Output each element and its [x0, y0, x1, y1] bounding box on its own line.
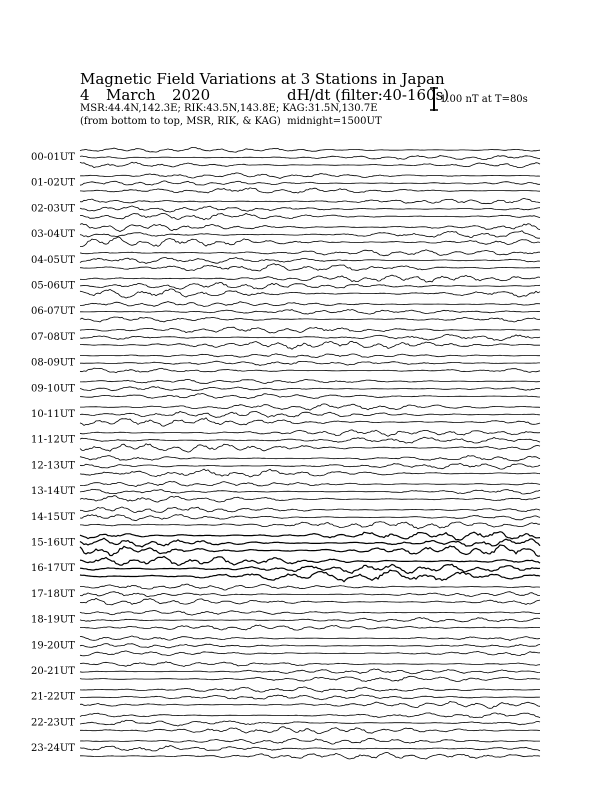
trace-msr: [80, 213, 540, 219]
chart-title: Magnetic Field Variations at 3 Stations in Japan: [80, 70, 445, 88]
trace-msr: [80, 418, 540, 426]
trace-kag: [80, 507, 540, 513]
hour-row-label: 05-06UT: [31, 280, 75, 292]
trace-kag: [80, 147, 540, 152]
trace-rik: [80, 361, 540, 365]
hour-row-label: 03-04UT: [31, 229, 75, 241]
trace-kag: [80, 198, 540, 203]
scale-label: 1.00 nT at T=80s: [440, 94, 528, 105]
date-day: 4: [80, 86, 90, 104]
trace-kag: [80, 532, 540, 540]
trace-kag: [80, 611, 540, 616]
trace-msr: [80, 598, 540, 604]
trace-kag: [80, 224, 540, 232]
trace-msr: [80, 188, 540, 193]
trace-rik: [80, 411, 540, 417]
trace-msr: [80, 444, 540, 452]
trace-kag: [80, 302, 540, 307]
hour-row-label: 06-07UT: [31, 306, 75, 318]
hour-row-label: 18-19UT: [31, 614, 75, 626]
trace-kag: [80, 404, 540, 410]
trace-rik: [80, 206, 540, 212]
station-coordinates: MSR:44.4N,142.3E; RIK:43.5N,143.8E; KAG:31.5N,130.7E: [80, 103, 378, 114]
hour-row-label: 21-22UT: [31, 691, 75, 703]
trace-msr: [80, 625, 540, 630]
trace-msr: [80, 341, 540, 349]
trace-kag: [80, 430, 540, 437]
trace-rik: [80, 538, 540, 547]
trace-msr: [80, 651, 540, 656]
trace-kag: [80, 738, 540, 744]
trace-msr: [80, 727, 540, 734]
trace-msr: [80, 702, 540, 709]
midnight-note: midnight=1500UT: [287, 116, 382, 127]
trace-msr: [80, 522, 540, 529]
hour-row-label: 17-18UT: [31, 588, 75, 600]
hour-row-label: 02-03UT: [31, 203, 75, 215]
trace-kag: [80, 275, 540, 282]
trace-msr: [80, 264, 540, 271]
hour-row-label: 13-14UT: [31, 486, 75, 498]
trace-msr: [80, 162, 540, 167]
trace-rik: [80, 463, 540, 469]
trace-msr: [80, 469, 540, 477]
trace-kag: [80, 687, 540, 692]
hour-row-label: 12-13UT: [31, 460, 75, 472]
hour-row-label: 23-24UT: [31, 743, 75, 755]
date-year: 2020: [172, 86, 211, 104]
trace-rik: [80, 387, 540, 391]
trace-kag: [80, 662, 540, 667]
trace-msr: [80, 496, 540, 503]
trace-rik: [80, 669, 540, 674]
trace-rik: [80, 644, 540, 648]
quantity-label: dH/dt: [287, 86, 331, 104]
trace-kag: [80, 250, 540, 256]
trace-kag: [80, 557, 540, 566]
hour-row-label: 08-09UT: [31, 357, 75, 369]
trace-kag: [80, 173, 540, 179]
trace-kag: [80, 481, 540, 486]
trace-rik: [80, 695, 540, 700]
hour-row-label: 00-01UT: [31, 152, 75, 163]
trace-rik: [80, 564, 540, 573]
trace-kag: [80, 584, 540, 590]
hour-row-label: 10-11UT: [31, 409, 75, 420]
trace-kag: [80, 456, 540, 461]
trace-kag: [80, 713, 540, 718]
trace-rik: [80, 310, 540, 315]
trace-rik: [80, 156, 540, 160]
hour-row-label: 07-08UT: [31, 331, 75, 343]
trace-rik: [80, 720, 540, 726]
hour-row-label: 14-15UT: [31, 511, 75, 523]
trace-kag: [80, 354, 540, 358]
hour-row-label: 04-05UT: [31, 254, 75, 266]
trace-rik: [80, 334, 540, 340]
trace-kag: [80, 636, 540, 641]
hour-row-label: 19-20UT: [31, 640, 75, 652]
date-month: March: [106, 86, 156, 104]
hour-row-label: 16-17UT: [31, 563, 75, 575]
hour-row-label: 15-16UT: [31, 537, 75, 549]
trace-kag: [80, 379, 540, 383]
hour-row-label: 09-10UT: [31, 383, 75, 395]
trace-rik: [80, 437, 540, 443]
trace-rik: [80, 489, 540, 494]
hour-row-label: 01-02UT: [31, 177, 75, 189]
trace-rik: [80, 592, 540, 597]
hour-row-label: 20-21UT: [31, 666, 75, 677]
filter-label: (filter:40-160s): [335, 86, 450, 104]
trace-rik: [80, 515, 540, 521]
trace-msr: [80, 545, 540, 556]
trace-kag: [80, 327, 540, 333]
trace-msr: [80, 753, 540, 760]
trace-msr: [80, 368, 540, 373]
trace-msr: [80, 317, 540, 322]
trace-msr: [80, 289, 540, 298]
trace-rik: [80, 258, 540, 264]
hour-row-label: 11-12UT: [31, 434, 75, 446]
trace-msr: [80, 570, 540, 582]
trace-rik: [80, 282, 540, 289]
trace-rik: [80, 746, 540, 751]
trace-rik: [80, 231, 540, 239]
trace-msr: [80, 676, 540, 681]
trace-rik: [80, 181, 540, 185]
hour-row-label: 22-23UT: [31, 717, 75, 729]
station-order-note: (from bottom to top, MSR, RIK, & KAG) midnight=1500UT: [80, 116, 382, 127]
trace-msr: [80, 394, 540, 399]
trace-rik: [80, 618, 540, 622]
trace-msr: [80, 237, 540, 247]
